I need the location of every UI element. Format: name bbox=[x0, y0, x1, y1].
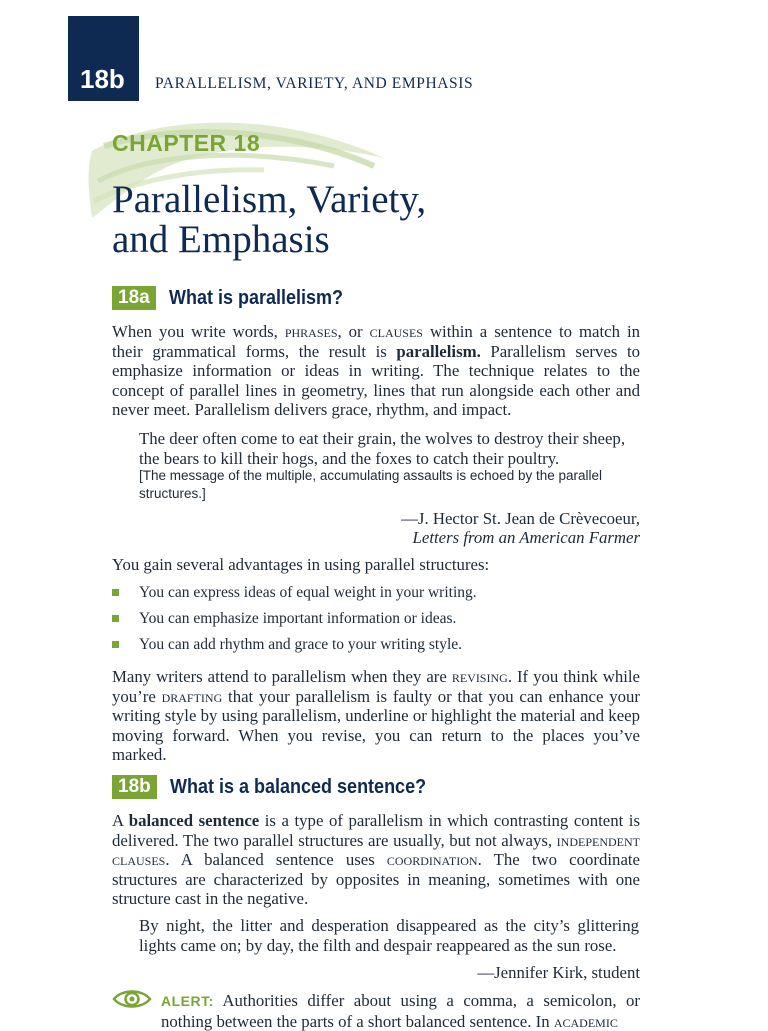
section-heading-18a bbox=[112, 286, 362, 314]
block-quote-crevecoeur: The deer often come to eat their grain, the wolves to destroy their sheep, the bears to kill their hogs, and the foxes to catch their poultry. bbox=[139, 429, 626, 468]
chapter-label: CHAPTER 18 bbox=[112, 130, 261, 156]
term-link-independent-clauses: independent clauses bbox=[112, 830, 640, 869]
advantages-list bbox=[112, 584, 477, 662]
section-title: What is a balanced sentence? bbox=[169, 775, 426, 798]
term-link-phrases: phrases bbox=[284, 322, 338, 341]
list-item: You can add rhythm and grace to your writing style. bbox=[112, 636, 477, 662]
section-number: 18a bbox=[112, 286, 156, 310]
paragraph-parallelism-definition: When you write words, phrases, or clauses within a sentence to match in their grammatical forms, the result is parallelism. Parallelism serves to emphasize information or ideas in writing. The technique relates to the concept of parallel lines in geometry, lines that run alongside each other and never meet. Parallelism delivers grace, rhythm, and impact. bbox=[112, 322, 640, 419]
square-bullet-icon bbox=[112, 615, 119, 622]
section-heading-18b bbox=[112, 775, 454, 803]
term-link-drafting: drafting bbox=[161, 686, 223, 706]
paragraph-balanced-sentence: A balanced sentence is a type of parallelism in which contrasting content is delivered. The two parallel structures are usually, but not always, independent clauses. A balanced sentence uses coordination. The two coordinate structures are characterized by opposites in meaning, sometimes with one structure cast in the negative. bbox=[112, 811, 641, 908]
attribution-name: —J. Hector St. Jean de Crèvecoeur, bbox=[401, 509, 640, 528]
term-link-coordination: coordination bbox=[386, 850, 478, 869]
key-term-balanced-sentence: balanced sentence bbox=[128, 811, 260, 830]
term-link-academic: academic bbox=[553, 1011, 618, 1031]
paragraph-revising: Many writers attend to parallelism when they are revising. If you think while you’re drafting that your parallelism is faulty or that you can enhance your writing style by using parallelism, underline or highlight the material and keep moving forward. When you revise, you can return to the places you’ve marked. bbox=[112, 667, 640, 764]
quote-attribution bbox=[401, 510, 640, 547]
list-item: You can express ideas of equal weight in your writing. bbox=[112, 584, 477, 610]
section-tab-label: 18b bbox=[80, 64, 125, 94]
section-title: What is parallelism? bbox=[168, 286, 343, 309]
alert-note: ALERT: Authorities differ about using a comma, a semicolon, or nothing between the parts of a short balanced sentence. In academic bbox=[161, 991, 640, 1031]
block-quote-kirk: By night, the litter and desperation disappeared as the city’s glittering lights came on; by day, the filth and despair reappeared as the sun rose. bbox=[139, 916, 639, 955]
square-bullet-icon bbox=[112, 589, 119, 596]
quote-note: [The message of the multiple, accumulating assaults is echoed by the parallel structures.] bbox=[139, 468, 603, 501]
section-tab bbox=[68, 16, 139, 101]
eye-icon bbox=[112, 987, 152, 1011]
term-link-clauses: clauses bbox=[369, 322, 423, 341]
square-bullet-icon bbox=[112, 641, 119, 648]
running-head: PARALLELISM, VARIETY, AND EMPHASIS bbox=[155, 75, 474, 92]
attribution-work: Letters from an American Farmer bbox=[412, 527, 640, 547]
chapter-title bbox=[112, 180, 426, 260]
alert-label: ALERT: bbox=[161, 993, 214, 1009]
key-term-parallelism: parallelism. bbox=[396, 341, 481, 361]
paragraph-advantages-intro: You gain several advantages in using parallel structures: bbox=[112, 555, 490, 574]
term-link-revising: revising bbox=[451, 667, 508, 686]
section-number: 18b bbox=[112, 775, 157, 799]
chapter-title-line2: and Emphasis bbox=[112, 218, 330, 261]
list-item: You can emphasize important information or ideas. bbox=[112, 610, 477, 636]
chapter-title-line1: Parallelism, Variety, bbox=[112, 178, 427, 221]
quote-attribution-kirk: —Jennifer Kirk, student bbox=[477, 963, 640, 982]
